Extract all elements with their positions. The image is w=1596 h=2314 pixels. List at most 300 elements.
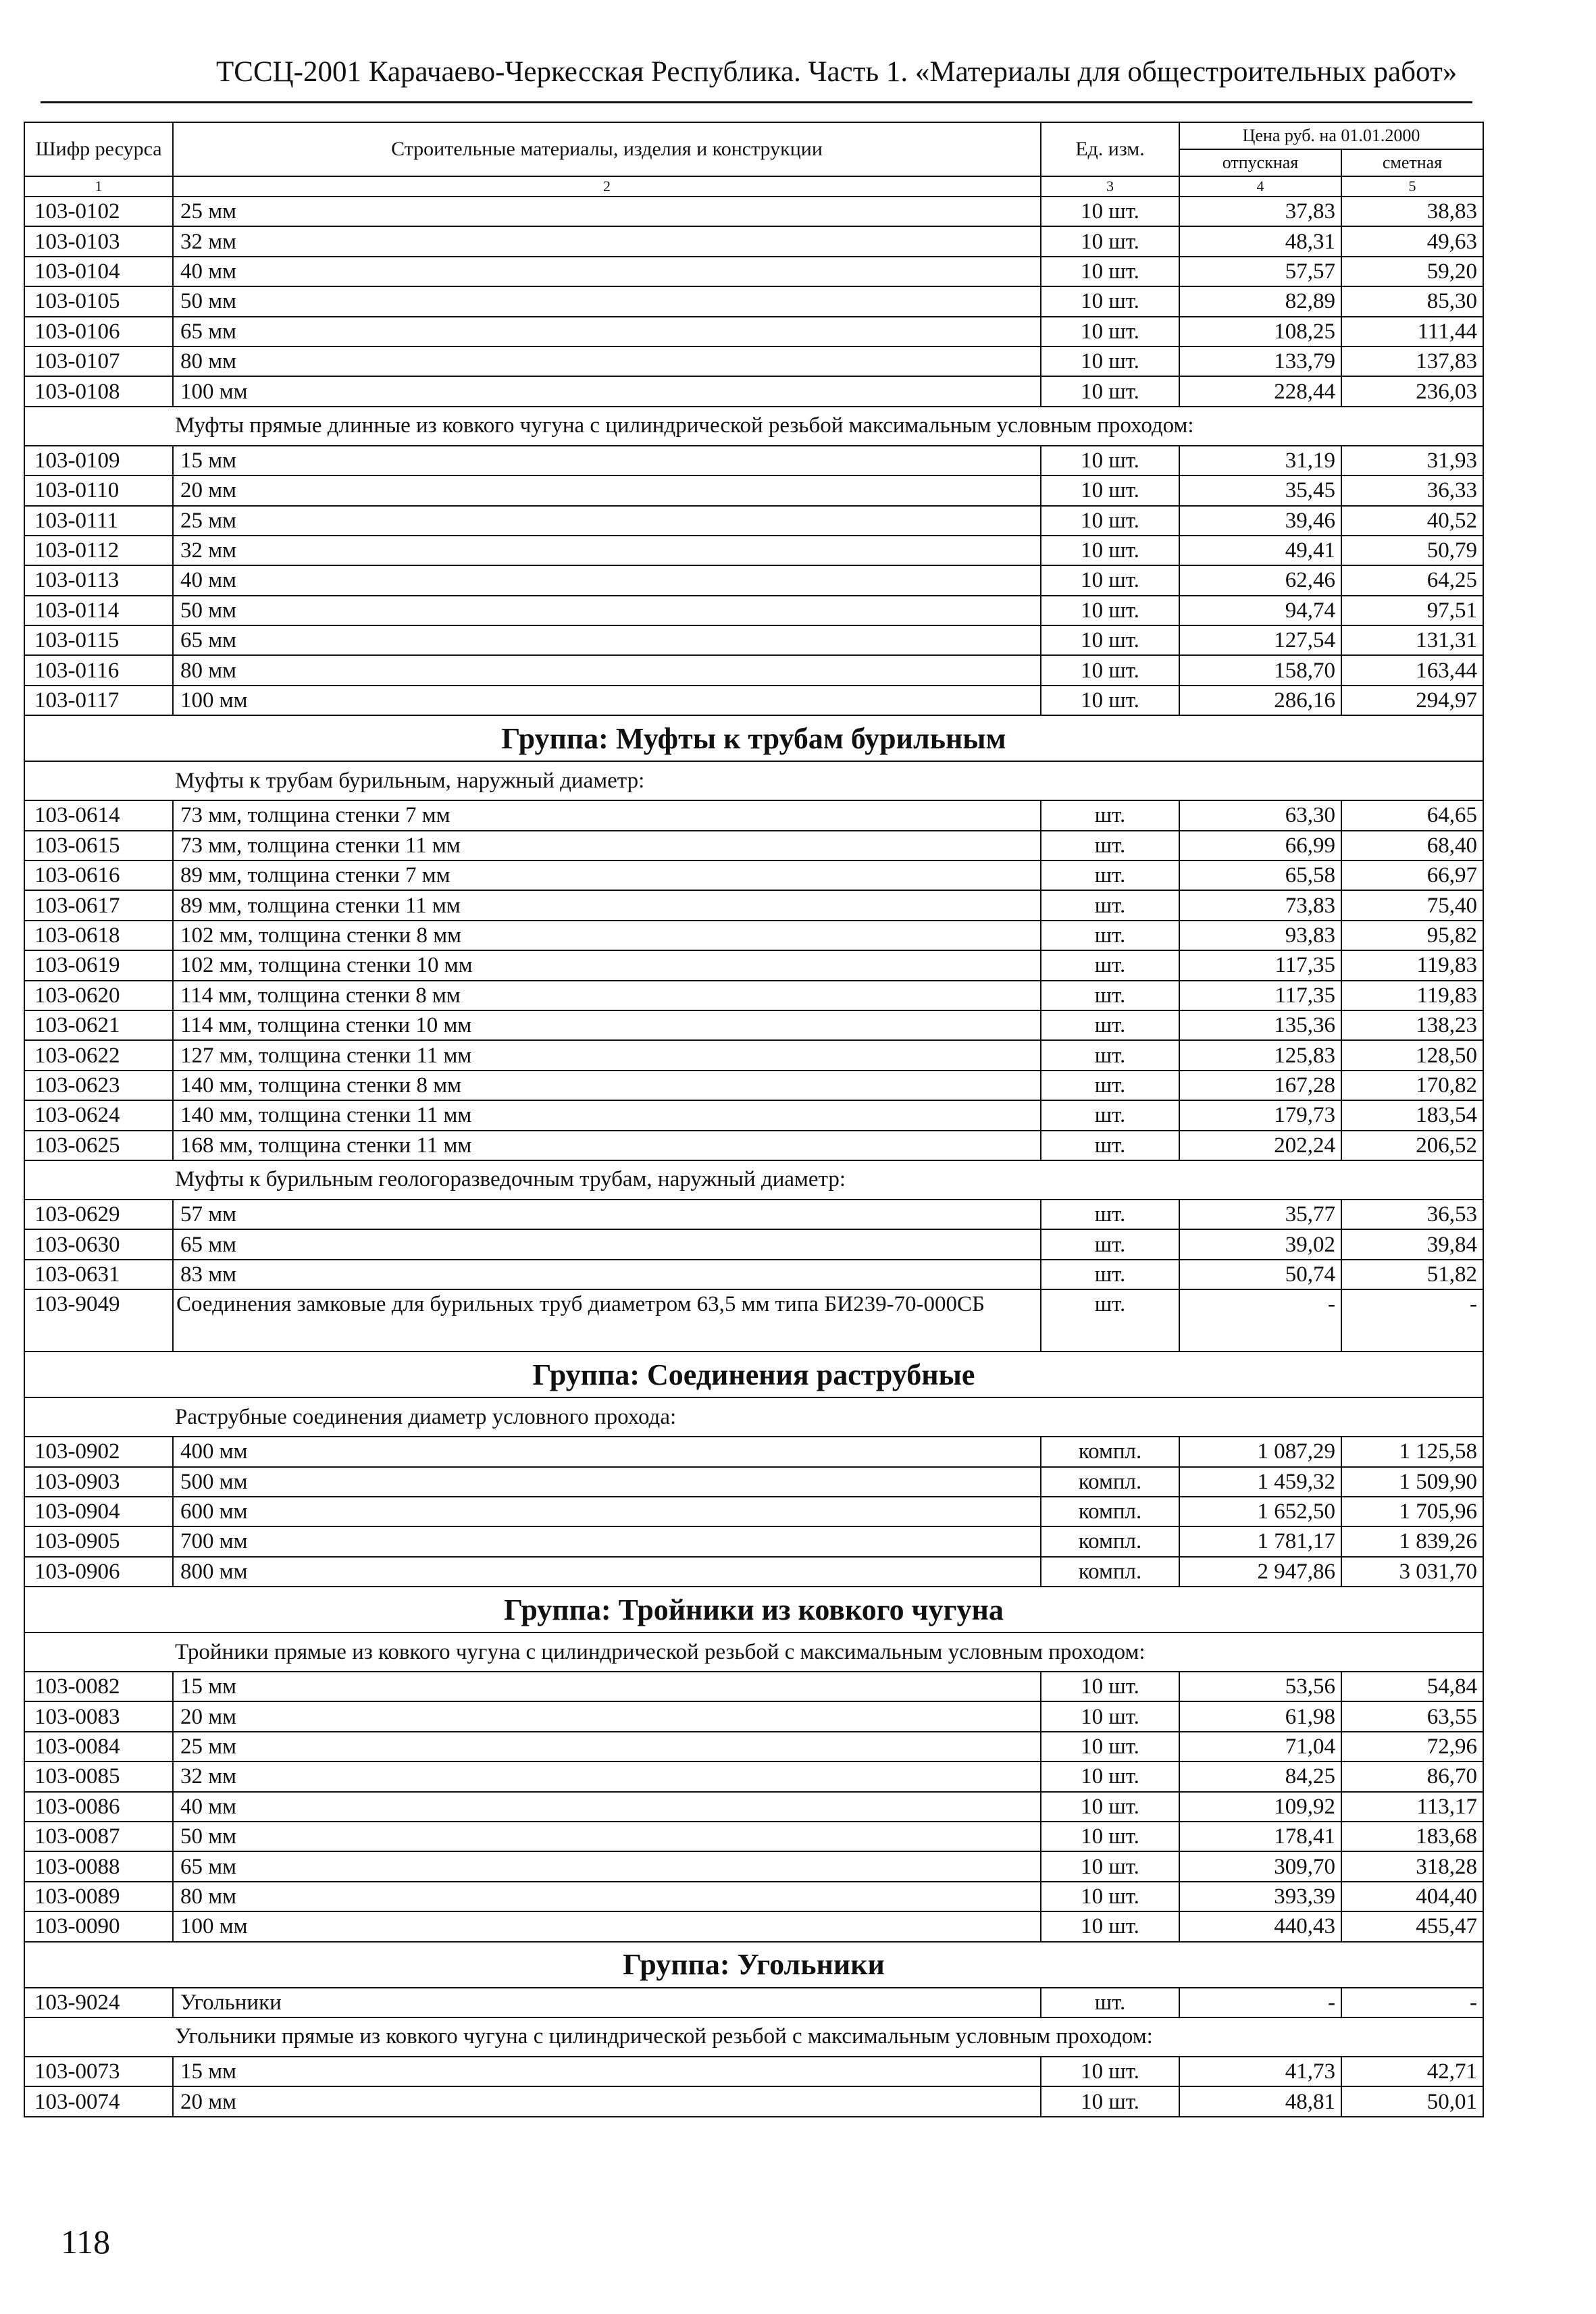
material-name: 500 мм [173,1467,1041,1497]
table-row [24,1497,1483,1526]
resource-code: 103-0074 [24,2086,173,2116]
page-number: 118 [61,2223,111,2261]
estimate-price: 50,79 [1341,536,1483,565]
release-price: 167,28 [1179,1071,1341,1100]
table-row [24,831,1483,860]
release-price: 109,92 [1179,1792,1341,1822]
unit-of-measure: компл. [1041,1526,1179,1556]
table-row [24,596,1483,625]
release-price: 66,99 [1179,831,1341,860]
table-row [24,506,1483,536]
unit-of-measure: компл. [1041,1467,1179,1497]
estimate-price: 137,83 [1341,346,1483,376]
release-price: 48,81 [1179,2086,1341,2116]
table-row [24,1882,1483,1911]
material-name: 65 мм [173,1229,1041,1259]
material-name: 57 мм [173,1200,1041,1229]
resource-code: 103-0090 [24,1911,173,1941]
material-name: 89 мм, толщина стенки 7 мм [173,860,1041,890]
table-row [24,1260,1483,1289]
resource-code: 103-0906 [24,1557,173,1587]
resource-code: 103-0106 [24,317,173,346]
material-name: 100 мм [173,1911,1041,1941]
unit-of-measure: шт. [1041,1988,1179,2017]
material-name: Соединения замковые для бурильных труб диаметром 63,5 мм типа БИ239-70-000СБ [173,1289,1041,1352]
unit-of-measure: 10 шт. [1041,376,1179,406]
estimate-price: 113,17 [1341,1792,1483,1822]
resource-code: 103-0107 [24,346,173,376]
group-heading: Группа: Соединения раструбные [24,1352,1483,1397]
resource-code: 103-0617 [24,890,173,920]
table-row [24,475,1483,505]
table-row [24,1822,1483,1851]
resource-code: 103-0619 [24,950,173,980]
table-row [24,1010,1483,1040]
unit-of-measure: шт. [1041,1260,1179,1289]
unit-of-measure: 10 шт. [1041,286,1179,316]
estimate-price: 42,71 [1341,2057,1483,2086]
estimate-price: 72,96 [1341,1732,1483,1762]
unit-of-measure: 10 шт. [1041,565,1179,595]
release-price: 309,70 [1179,1851,1341,1881]
unit-of-measure: 10 шт. [1041,475,1179,505]
resource-code: 103-0085 [24,1762,173,1791]
subheading: Угольники прямые из ковкого чугуна с цилиндрической резьбой с максимальным условным проходом: [24,2017,1483,2057]
resource-code: 103-0108 [24,376,173,406]
resource-code: 103-0621 [24,1010,173,1040]
estimate-price: 1 125,58 [1341,1437,1483,1466]
unit-of-measure: 10 шт. [1041,346,1179,376]
material-name: 15 мм [173,1672,1041,1701]
resource-code: 103-0089 [24,1882,173,1911]
estimate-price: 39,84 [1341,1229,1483,1259]
release-price: 393,39 [1179,1882,1341,1911]
material-name: 65 мм [173,625,1041,655]
estimate-price: 64,65 [1341,800,1483,830]
group-heading-row [24,1352,1483,1397]
unit-of-measure: шт. [1041,860,1179,890]
resource-code: 103-0625 [24,1131,173,1160]
estimate-price: 183,54 [1341,1100,1483,1130]
table-row [24,1526,1483,1556]
release-price: 117,35 [1179,950,1341,980]
resource-code: 103-0630 [24,1229,173,1259]
resource-code: 103-0114 [24,596,173,625]
resource-code: 103-0623 [24,1071,173,1100]
estimate-price: 31,93 [1341,446,1483,475]
group-heading-row [24,715,1483,761]
resource-code: 103-9049 [24,1289,173,1352]
resource-code: 103-0117 [24,686,173,715]
material-name: 73 мм, толщина стенки 7 мм [173,800,1041,830]
resource-code: 103-0082 [24,1672,173,1701]
material-name: 25 мм [173,506,1041,536]
unit-of-measure: 10 шт. [1041,1732,1179,1762]
subheading-row [24,1160,1483,1200]
material-name: 25 мм [173,197,1041,226]
column-header-price: Цена руб. на 01.01.2000 [1179,122,1483,149]
table-row [24,2057,1483,2086]
table-row [24,1701,1483,1731]
table-row [24,950,1483,980]
table-row [24,2086,1483,2116]
estimate-price: 1 839,26 [1341,1526,1483,1556]
table-row [24,1988,1483,2017]
table-row [24,317,1483,346]
material-name: 100 мм [173,686,1041,715]
estimate-price: 119,83 [1341,981,1483,1010]
unit-of-measure: 10 шт. [1041,506,1179,536]
unit-of-measure: 10 шт. [1041,655,1179,685]
subheading-row [24,2017,1483,2057]
release-price: 125,83 [1179,1040,1341,1070]
estimate-price: 128,50 [1341,1040,1483,1070]
estimate-price: 1 509,90 [1341,1467,1483,1497]
subheading: Раструбные соединения диаметр условного прохода: [24,1397,1483,1437]
release-price: 73,83 [1179,890,1341,920]
column-header-name: Строительные материалы, изделия и конструкции [173,122,1041,176]
resource-code: 103-0110 [24,475,173,505]
resource-code: 103-0105 [24,286,173,316]
release-price: 35,45 [1179,475,1341,505]
release-price: 202,24 [1179,1131,1341,1160]
release-price: 1 652,50 [1179,1497,1341,1526]
subheading-row [24,1632,1483,1672]
subheading: Муфты к бурильным геологоразведочным трубам, наружный диаметр: [24,1160,1483,1200]
material-name: 20 мм [173,475,1041,505]
release-price: 93,83 [1179,921,1341,950]
table-header [24,122,1483,197]
material-name: 50 мм [173,1822,1041,1851]
release-price: 228,44 [1179,376,1341,406]
table-row [24,981,1483,1010]
estimate-price: - [1341,1289,1483,1352]
unit-of-measure: шт. [1041,1010,1179,1040]
subheading-row [24,1397,1483,1437]
resource-code: 103-0103 [24,226,173,256]
material-name: 32 мм [173,536,1041,565]
unit-of-measure: 10 шт. [1041,1701,1179,1731]
table-row [24,1071,1483,1100]
table-row [24,800,1483,830]
resource-code: 103-0086 [24,1792,173,1822]
material-name: 140 мм, толщина стенки 8 мм [173,1071,1041,1100]
column-number-4: 4 [1179,176,1341,197]
estimate-price: 3 031,70 [1341,1557,1483,1587]
material-name: 89 мм, толщина стенки 11 мм [173,890,1041,920]
group-heading-row [24,1587,1483,1632]
material-name: 15 мм [173,2057,1041,2086]
column-header-code: Шифр ресурса [24,122,173,176]
resource-code: 103-0115 [24,625,173,655]
unit-of-measure: 10 шт. [1041,317,1179,346]
table-row [24,257,1483,286]
resource-code: 103-9024 [24,1988,173,2017]
estimate-price: 95,82 [1341,921,1483,950]
material-name: 40 мм [173,565,1041,595]
column-header-release: отпускная [1179,149,1341,176]
table-row [24,1732,1483,1762]
estimate-price: 68,40 [1341,831,1483,860]
subheading: Муфты к трубам бурильным, наружный диаметр: [24,761,1483,800]
release-price: 286,16 [1179,686,1341,715]
material-name: 73 мм, толщина стенки 11 мм [173,831,1041,860]
material-name: 20 мм [173,2086,1041,2116]
estimate-price: 86,70 [1341,1762,1483,1791]
table-row [24,1100,1483,1130]
unit-of-measure: компл. [1041,1557,1179,1587]
estimate-price: 131,31 [1341,625,1483,655]
unit-of-measure: компл. [1041,1497,1179,1526]
unit-of-measure: 10 шт. [1041,257,1179,286]
material-name: 32 мм [173,226,1041,256]
table-row [24,625,1483,655]
resource-code: 103-0112 [24,536,173,565]
release-price: 82,89 [1179,286,1341,316]
resource-code: 103-0629 [24,1200,173,1229]
table-body [24,197,1483,2117]
material-name: 65 мм [173,1851,1041,1881]
estimate-price: 50,01 [1341,2086,1483,2116]
estimate-price: 85,30 [1341,286,1483,316]
table-row [24,860,1483,890]
material-name: 20 мм [173,1701,1041,1731]
release-price: 440,43 [1179,1911,1341,1941]
table-row [24,1131,1483,1160]
resource-code: 103-0109 [24,446,173,475]
material-name: 700 мм [173,1526,1041,1556]
unit-of-measure: 10 шт. [1041,1822,1179,1851]
table-row [24,346,1483,376]
release-price: 37,83 [1179,197,1341,226]
unit-of-measure: 10 шт. [1041,1851,1179,1881]
release-price: 71,04 [1179,1732,1341,1762]
resource-code: 103-0615 [24,831,173,860]
estimate-price: 66,97 [1341,860,1483,890]
release-price: 178,41 [1179,1822,1341,1851]
group-heading: Группа: Муфты к трубам бурильным [24,715,1483,761]
release-price: 61,98 [1179,1701,1341,1731]
release-price: 1 459,32 [1179,1467,1341,1497]
release-price: 53,56 [1179,1672,1341,1701]
material-name: 25 мм [173,1732,1041,1762]
release-price: 50,74 [1179,1260,1341,1289]
unit-of-measure: 10 шт. [1041,596,1179,625]
release-price: 31,19 [1179,446,1341,475]
column-header-unit: Ед. изм. [1041,122,1179,176]
release-price: 65,58 [1179,860,1341,890]
unit-of-measure: 10 шт. [1041,1762,1179,1791]
material-name: 32 мм [173,1762,1041,1791]
unit-of-measure: 10 шт. [1041,1672,1179,1701]
estimate-price: 40,52 [1341,506,1483,536]
table-row [24,686,1483,715]
resource-code: 103-0102 [24,197,173,226]
resource-code: 103-0902 [24,1437,173,1466]
page-header: ТССЦ-2001 Карачаево-Черкесская Республика. Часть 1. «Материалы для общестроительных работ» [216,56,1458,88]
material-name: Угольники [173,1988,1041,2017]
table-row [24,1467,1483,1497]
table-row [24,565,1483,595]
resource-code: 103-0903 [24,1467,173,1497]
estimate-price: 163,44 [1341,655,1483,685]
estimate-price: 183,68 [1341,1822,1483,1851]
unit-of-measure: шт. [1041,1100,1179,1130]
material-name: 80 мм [173,655,1041,685]
table-row [24,1851,1483,1881]
table-row [24,1437,1483,1466]
table-row [24,1762,1483,1791]
release-price: - [1179,1289,1341,1352]
estimate-price: 170,82 [1341,1071,1483,1100]
table-row [24,1040,1483,1070]
unit-of-measure: шт. [1041,981,1179,1010]
unit-of-measure: 10 шт. [1041,686,1179,715]
release-price: 35,77 [1179,1200,1341,1229]
table-row [24,1200,1483,1229]
unit-of-measure: компл. [1041,1437,1179,1466]
release-price: 48,31 [1179,226,1341,256]
material-name: 114 мм, толщина стенки 10 мм [173,1010,1041,1040]
estimate-price: 63,55 [1341,1701,1483,1731]
release-price: 63,30 [1179,800,1341,830]
resource-code: 103-0622 [24,1040,173,1070]
material-name: 800 мм [173,1557,1041,1587]
subheading-row [24,407,1483,446]
release-price: 49,41 [1179,536,1341,565]
column-number-3: 3 [1041,176,1179,197]
column-header-estimate: сметная [1341,149,1483,176]
table-row [24,226,1483,256]
material-name: 600 мм [173,1497,1041,1526]
estimate-price: 54,84 [1341,1672,1483,1701]
material-name: 140 мм, толщина стенки 11 мм [173,1100,1041,1130]
estimate-price: 59,20 [1341,257,1483,286]
estimate-price: - [1341,1988,1483,2017]
release-price: 1 087,29 [1179,1437,1341,1466]
table-row [24,376,1483,406]
material-name: 15 мм [173,446,1041,475]
column-number-5: 5 [1341,176,1483,197]
material-name: 83 мм [173,1260,1041,1289]
estimate-price: 1 705,96 [1341,1497,1483,1526]
material-name: 50 мм [173,286,1041,316]
resource-code: 103-0111 [24,506,173,536]
release-price: 133,79 [1179,346,1341,376]
estimate-price: 36,33 [1341,475,1483,505]
unit-of-measure: 10 шт. [1041,1911,1179,1941]
release-price: - [1179,1988,1341,2017]
material-name: 50 мм [173,596,1041,625]
table-row [24,1911,1483,1941]
resource-code: 103-0113 [24,565,173,595]
release-price: 179,73 [1179,1100,1341,1130]
resource-code: 103-0614 [24,800,173,830]
material-name: 65 мм [173,317,1041,346]
material-name: 40 мм [173,257,1041,286]
unit-of-measure: 10 шт. [1041,2086,1179,2116]
resource-code: 103-0104 [24,257,173,286]
table-row [24,536,1483,565]
material-name: 40 мм [173,1792,1041,1822]
release-price: 94,74 [1179,596,1341,625]
release-price: 158,70 [1179,655,1341,685]
resource-code: 103-0084 [24,1732,173,1762]
release-price: 2 947,86 [1179,1557,1341,1587]
unit-of-measure: 10 шт. [1041,197,1179,226]
unit-of-measure: шт. [1041,1289,1179,1352]
table-row [24,197,1483,226]
group-heading-row [24,1942,1483,1988]
table-row [24,655,1483,685]
resource-code: 103-0631 [24,1260,173,1289]
resource-code: 103-0088 [24,1851,173,1881]
release-price: 1 781,17 [1179,1526,1341,1556]
estimate-price: 138,23 [1341,1010,1483,1040]
resource-code: 103-0116 [24,655,173,685]
material-name: 102 мм, толщина стенки 10 мм [173,950,1041,980]
unit-of-measure: шт. [1041,950,1179,980]
group-heading: Группа: Угольники [24,1942,1483,1988]
resource-code: 103-0083 [24,1701,173,1731]
table-row [24,446,1483,475]
material-name: 127 мм, толщина стенки 11 мм [173,1040,1041,1070]
header-rule [41,101,1472,103]
table-row [24,1229,1483,1259]
resource-code: 103-0616 [24,860,173,890]
release-price: 62,46 [1179,565,1341,595]
table-row [24,1792,1483,1822]
estimate-price: 455,47 [1341,1911,1483,1941]
table-row [24,890,1483,920]
release-price: 39,46 [1179,506,1341,536]
price-table [24,122,1484,2117]
unit-of-measure: шт. [1041,831,1179,860]
release-price: 127,54 [1179,625,1341,655]
estimate-price: 97,51 [1341,596,1483,625]
unit-of-measure: 10 шт. [1041,625,1179,655]
unit-of-measure: 10 шт. [1041,2057,1179,2086]
unit-of-measure: шт. [1041,800,1179,830]
subheading-row [24,761,1483,800]
estimate-price: 294,97 [1341,686,1483,715]
release-price: 84,25 [1179,1762,1341,1791]
release-price: 135,36 [1179,1010,1341,1040]
material-name: 400 мм [173,1437,1041,1466]
estimate-price: 236,03 [1341,376,1483,406]
unit-of-measure: 10 шт. [1041,226,1179,256]
estimate-price: 206,52 [1341,1131,1483,1160]
table-row [24,1557,1483,1587]
table-row [24,1672,1483,1701]
unit-of-measure: шт. [1041,1200,1179,1229]
estimate-price: 404,40 [1341,1882,1483,1911]
unit-of-measure: 10 шт. [1041,536,1179,565]
resource-code: 103-0087 [24,1822,173,1851]
material-name: 168 мм, толщина стенки 11 мм [173,1131,1041,1160]
estimate-price: 38,83 [1341,197,1483,226]
material-name: 102 мм, толщина стенки 8 мм [173,921,1041,950]
table-row [24,921,1483,950]
resource-code: 103-0905 [24,1526,173,1556]
resource-code: 103-0620 [24,981,173,1010]
material-name: 100 мм [173,376,1041,406]
unit-of-measure: 10 шт. [1041,446,1179,475]
estimate-price: 49,63 [1341,226,1483,256]
column-number-1: 1 [24,176,173,197]
estimate-price: 51,82 [1341,1260,1483,1289]
unit-of-measure: шт. [1041,1071,1179,1100]
